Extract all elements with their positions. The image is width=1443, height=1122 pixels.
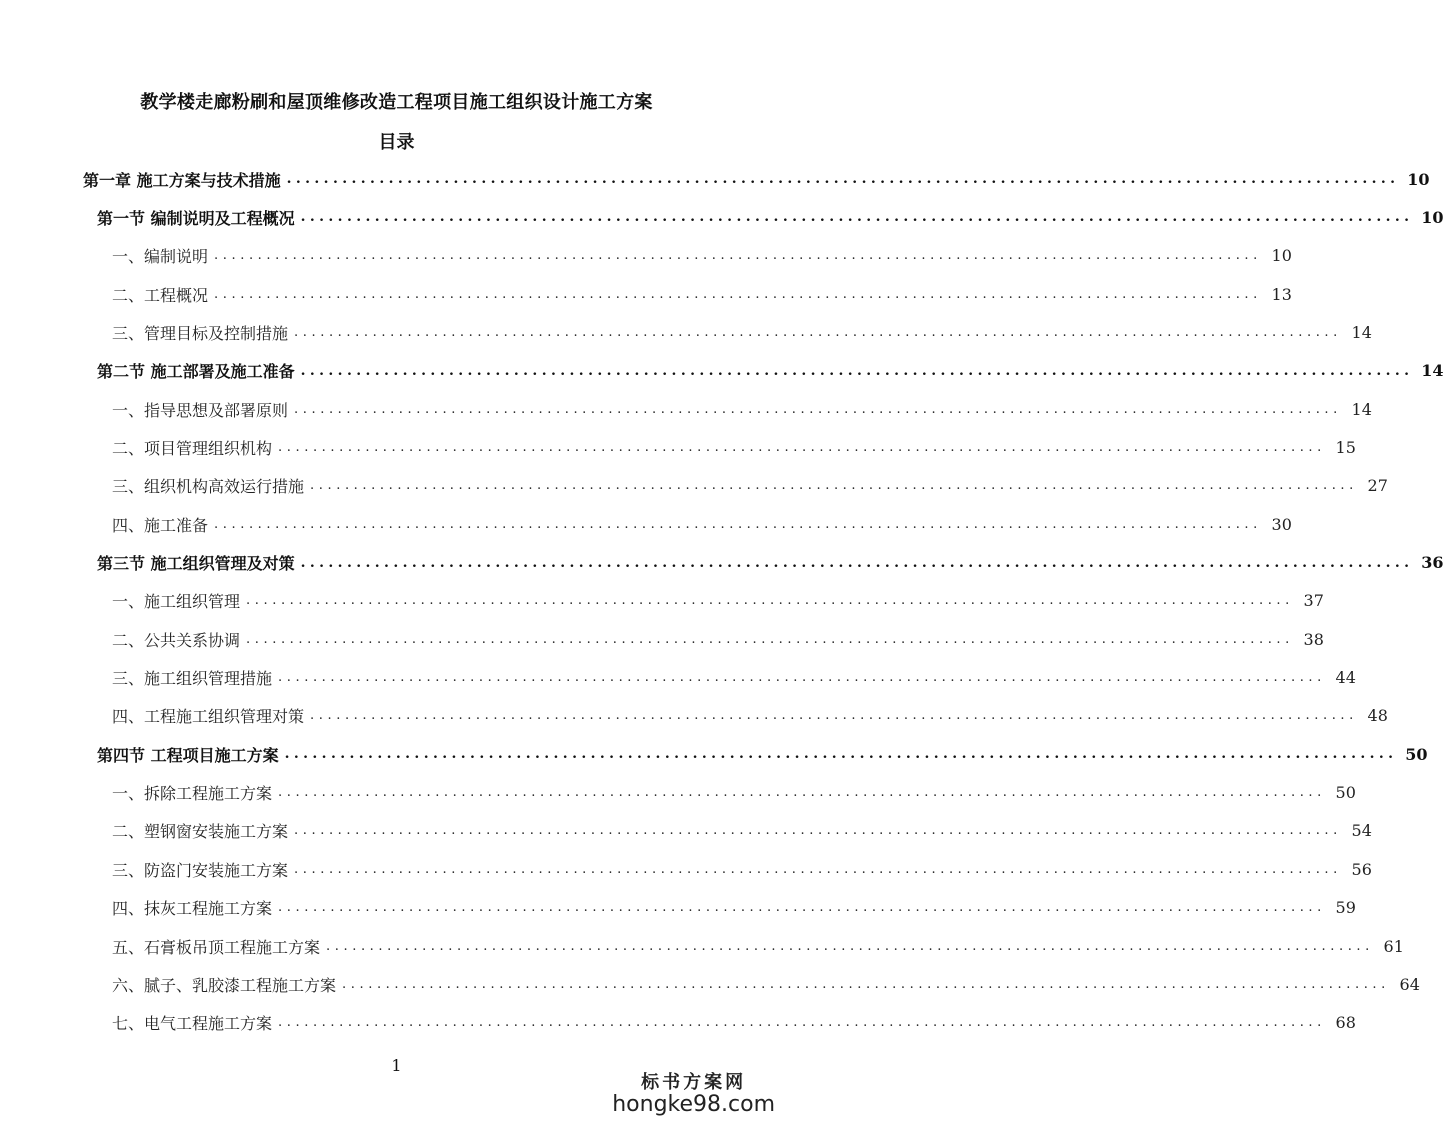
toc-subsection-entry[interactable] xyxy=(112,697,1388,735)
toc-entry-label: 四、抹灰工程施工方案 xyxy=(112,899,273,919)
toc-leader-dots: ........................................................................................................................ xyxy=(214,248,1262,264)
toc-subsection-entry[interactable] xyxy=(112,1004,1356,1042)
toc-subsection-entry[interactable] xyxy=(112,659,1356,697)
toc-entry-page: 10 xyxy=(1407,169,1430,189)
toc-entry-label: 七、电气工程施工方案 xyxy=(112,1014,273,1034)
toc-entry-label: 一、指导思想及部署原则 xyxy=(112,400,289,420)
toc-entry-label: 三、管理目标及控制措施 xyxy=(112,323,289,343)
toc-entry-page: 14 xyxy=(1421,361,1443,381)
toc-entry-label: 五、石膏板吊顶工程施工方案 xyxy=(112,937,321,957)
toc-subsection-entry[interactable] xyxy=(112,390,1372,428)
toc-entry-label: 一、施工组织管理 xyxy=(112,592,241,612)
toc-entry-label: 第四节 工程项目施工方案 xyxy=(97,745,279,765)
toc-entry-page: 68 xyxy=(1335,1013,1356,1033)
toc-leader-dots: ........................................................................................................................ xyxy=(310,708,1358,724)
toc-entry-page: 61 xyxy=(1383,936,1404,956)
toc-subsection-entry[interactable] xyxy=(112,965,1420,1003)
toc-entry-label: 四、工程施工组织管理对策 xyxy=(112,707,305,727)
toc-leader-dots: ........................................................................................................................ xyxy=(284,746,1398,763)
toc-entry-page: 44 xyxy=(1335,668,1356,688)
watermark-url: hongke98.com xyxy=(612,1092,775,1117)
toc-subsection-entry[interactable] xyxy=(112,620,1324,658)
toc-entry-label: 三、组织机构高效运行措施 xyxy=(112,477,305,497)
toc-entry-label: 二、公共关系协调 xyxy=(112,630,241,650)
toc-entry-page: 50 xyxy=(1335,783,1356,803)
toc-entry-page: 38 xyxy=(1303,629,1324,649)
page-number: 1 xyxy=(391,1056,402,1075)
toc-entry-label: 二、项目管理组织机构 xyxy=(112,438,273,458)
toc-entry-label: 第三节 施工组织管理及对策 xyxy=(97,554,295,573)
document-title: 教学楼走廊粉刷和屋顶维修改造工程项目施工组织设计施工方案 xyxy=(140,92,653,113)
toc-subsection-entry[interactable] xyxy=(112,850,1372,888)
toc-entry-page: 48 xyxy=(1367,706,1388,726)
toc-entry-page: 15 xyxy=(1335,437,1356,457)
toc-entry-page: 14 xyxy=(1351,399,1372,419)
toc-entry-page: 10 xyxy=(1421,207,1443,227)
toc-leader-dots: ........................................................................................................................ xyxy=(278,670,1326,686)
toc-subsection-entry[interactable] xyxy=(112,237,1292,275)
toc-subsection-entry[interactable] xyxy=(112,275,1292,313)
toc-entry-label: 一、拆除工程施工方案 xyxy=(112,784,273,804)
toc-entry-page: 64 xyxy=(1399,974,1420,994)
toc-entry-page: 30 xyxy=(1271,514,1292,534)
toc-leader-dots: ........................................................................................................................ xyxy=(278,1015,1326,1031)
toc-entry-page: 10 xyxy=(1271,246,1292,266)
toc-leader-dots: ........................................................................................................................ xyxy=(294,861,1342,877)
toc-section-entry[interactable] xyxy=(97,198,1443,236)
toc-entry-label: 第一节 编制说明及工程概况 xyxy=(97,208,295,228)
toc-entry-label: 第二节 施工部署及施工准备 xyxy=(97,362,295,382)
toc-entry-page: 36 xyxy=(1421,553,1443,572)
toc-leader-dots: ........................................................................................................................ xyxy=(294,401,1342,417)
toc-subsection-entry[interactable] xyxy=(112,313,1372,351)
toc-entry-label: 一、编制说明 xyxy=(112,247,209,267)
toc-leader-dots: ........................................................................................................................ xyxy=(278,785,1326,801)
toc-leader-dots: ........................................................................................................................ xyxy=(286,171,1400,187)
toc-entry-label: 二、塑钢窗安装施工方案 xyxy=(112,822,289,842)
toc-section-entry[interactable] xyxy=(97,352,1443,390)
watermark-logo xyxy=(612,1068,775,1116)
toc-heading: 目录 xyxy=(378,132,415,153)
toc-entry-label: 三、防盗门安装施工方案 xyxy=(112,860,289,880)
toc-subsection-entry[interactable] xyxy=(112,428,1356,466)
toc-entry-label: 三、施工组织管理措施 xyxy=(112,669,273,689)
toc-subsection-entry[interactable] xyxy=(112,774,1356,812)
toc-entry-label: 四、施工准备 xyxy=(112,515,209,535)
toc-subsection-entry[interactable] xyxy=(112,467,1388,505)
toc-subsection-entry[interactable] xyxy=(112,889,1356,927)
toc-leader-dots: ........................................................................................................................ xyxy=(278,900,1326,916)
toc-leader-dots: ........................................................................................................................ xyxy=(300,554,1414,571)
toc-leader-dots: ........................................................................................................................ xyxy=(300,209,1414,226)
toc-section-entry[interactable] xyxy=(97,735,1428,773)
toc-subsection-entry[interactable] xyxy=(112,582,1324,620)
toc-entry-page: 27 xyxy=(1367,476,1388,496)
toc-entry-label: 六、腻子、乳胶漆工程施工方案 xyxy=(112,975,337,995)
toc-leader-dots: ........................................................................................................................ xyxy=(278,439,1326,455)
toc-leader-dots: ........................................................................................................................ xyxy=(326,938,1374,954)
toc-entry-page: 54 xyxy=(1351,821,1372,841)
watermark-site-name: 标书方案网 xyxy=(641,1072,747,1093)
toc-entry-page: 50 xyxy=(1405,744,1428,764)
toc-leader-dots: ........................................................................................................................ xyxy=(246,631,1294,647)
toc-entry-page: 14 xyxy=(1351,322,1372,342)
toc-entry-page: 56 xyxy=(1351,859,1372,879)
toc-entry-label: 二、工程概况 xyxy=(112,285,209,305)
toc-leader-dots: ........................................................................................................................ xyxy=(300,362,1414,379)
toc-subsection-entry[interactable] xyxy=(112,927,1404,965)
toc-leader-dots: ........................................................................................................................ xyxy=(214,286,1262,302)
toc-section-entry[interactable] xyxy=(97,544,1443,582)
toc-entry-label: 第一章 施工方案与技术措施 xyxy=(83,170,281,190)
toc-chapter-entry[interactable] xyxy=(83,160,1430,198)
toc-entry-page: 59 xyxy=(1335,898,1356,918)
toc-leader-dots: ........................................................................................................................ xyxy=(310,478,1358,494)
toc-entry-page: 13 xyxy=(1271,284,1292,304)
toc-leader-dots: ........................................................................................................................ xyxy=(294,324,1342,340)
toc-leader-dots: ........................................................................................................................ xyxy=(342,976,1390,992)
toc-leader-dots: ........................................................................................................................ xyxy=(214,516,1262,532)
toc-leader-dots: ........................................................................................................................ xyxy=(294,823,1342,839)
toc-subsection-entry[interactable] xyxy=(112,812,1372,850)
toc-subsection-entry[interactable] xyxy=(112,505,1292,543)
toc-entry-page: 37 xyxy=(1303,591,1324,611)
toc-leader-dots: ........................................................................................................................ xyxy=(246,593,1294,609)
